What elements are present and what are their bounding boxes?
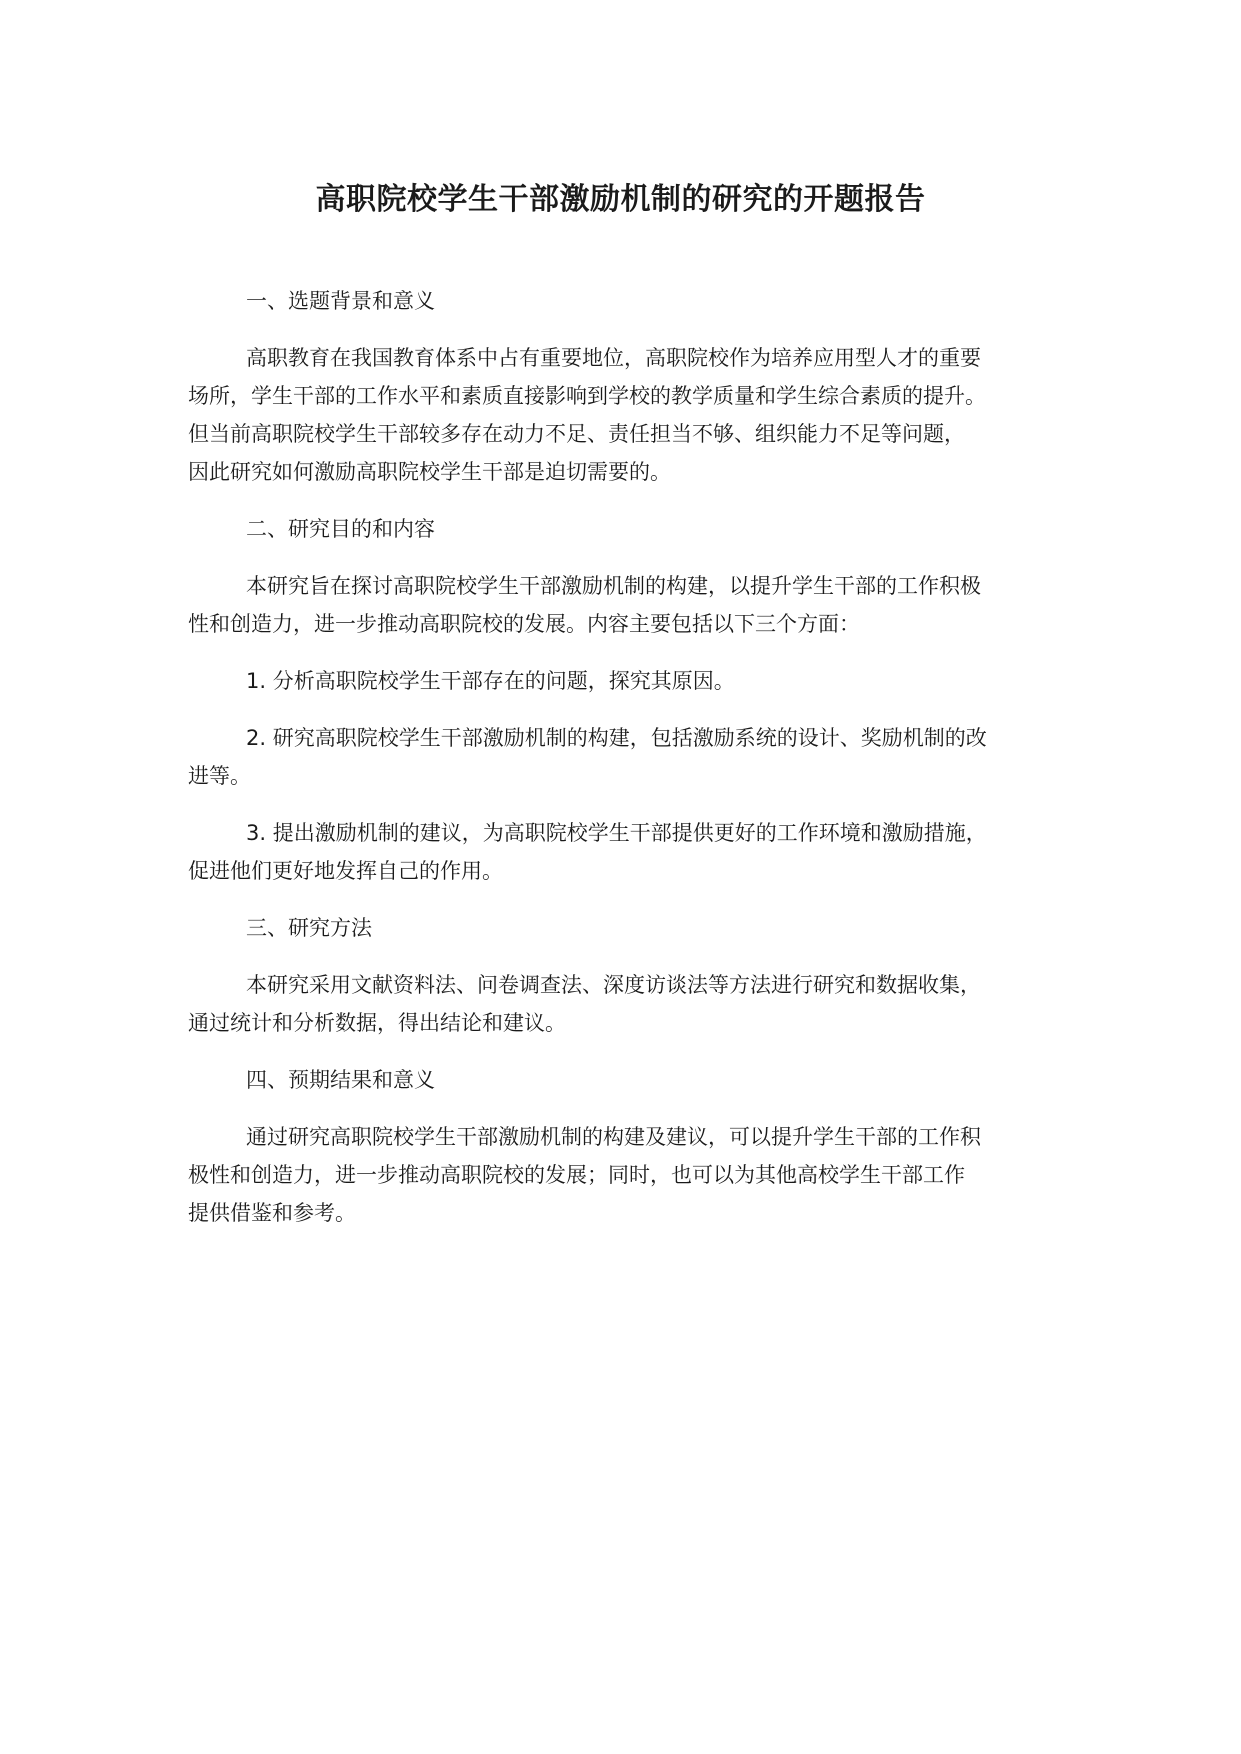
paragraph-line: 3. 提出激励机制的建议，为高职院校学生干部提供更好的工作环境和激励措施，	[246, 821, 987, 845]
section-heading: 三、研究方法	[246, 916, 372, 940]
paragraph-line: 因此研究如何激励高职院校学生干部是迫切需要的。	[188, 460, 671, 484]
paragraph-line: 提供借鉴和参考。	[188, 1201, 356, 1225]
paragraph-line: 进等。	[188, 764, 251, 788]
paragraph-line: 极性和创造力，进一步推动高职院校的发展；同时，也可以为其他高校学生干部工作	[188, 1163, 965, 1187]
paragraph-line: 本研究采用文献资料法、问卷调查法、深度访谈法等方法进行研究和数据收集，	[246, 973, 981, 997]
paragraph	[188, 719, 1068, 795]
paragraph	[188, 1118, 1068, 1232]
paragraph	[188, 966, 1068, 1042]
section-heading: 二、研究目的和内容	[246, 517, 435, 541]
paragraph-line: 通过研究高职院校学生干部激励机制的构建及建议，可以提升学生干部的工作积	[246, 1125, 981, 1149]
paragraph-line: 性和创造力，进一步推动高职院校的发展。内容主要包括以下三个方面：	[188, 612, 860, 636]
paragraph-line: 但当前高职院校学生干部较多存在动力不足、责任担当不够、组织能力不足等问题，	[188, 422, 965, 446]
paragraph-line: 本研究旨在探讨高职院校学生干部激励机制的构建，以提升学生干部的工作积极	[246, 574, 981, 598]
paragraph-line: 通过统计和分析数据，得出结论和建议。	[188, 1011, 566, 1035]
document-body	[188, 282, 1068, 1251]
paragraph-line: 场所，学生干部的工作水平和素质直接影响到学校的教学质量和学生综合素质的提升。	[188, 384, 986, 408]
paragraph-line: 促进他们更好地发挥自己的作用。	[188, 859, 503, 883]
paragraph	[188, 339, 1068, 491]
paragraph-line: 高职教育在我国教育体系中占有重要地位，高职院校作为培养应用型人才的重要	[246, 346, 981, 370]
paragraph-line: 2. 研究高职院校学生干部激励机制的构建，包括激励系统的设计、奖励机制的改	[246, 726, 987, 750]
section-heading: 一、选题背景和意义	[246, 289, 435, 313]
section-heading: 四、预期结果和意义	[246, 1068, 435, 1092]
document-title: 高职院校学生干部激励机制的研究的开题报告	[315, 182, 926, 217]
paragraph	[188, 814, 1068, 890]
paragraph-line: 1. 分析高职院校学生干部存在的问题，探究其原因。	[246, 669, 735, 693]
paragraph	[188, 662, 1068, 700]
paragraph	[188, 567, 1068, 643]
